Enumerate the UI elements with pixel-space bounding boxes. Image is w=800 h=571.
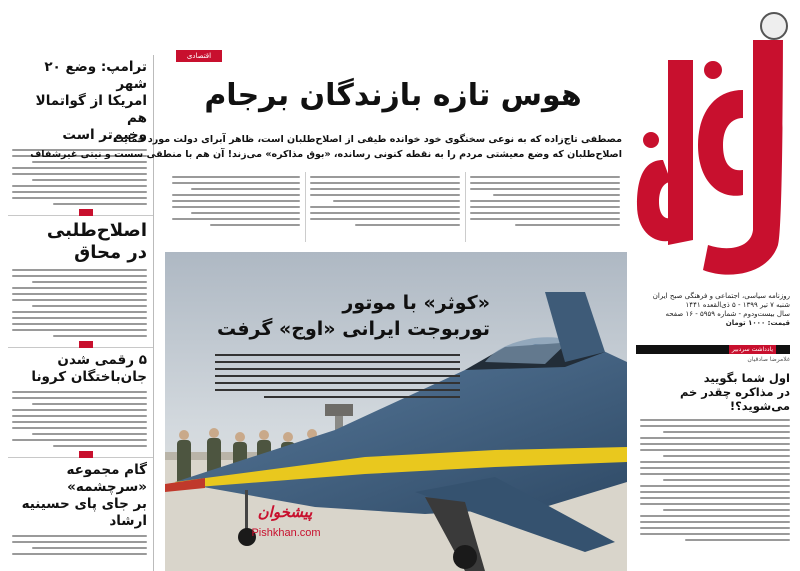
headline-line: «کوثر» با موتور (342, 292, 490, 314)
right-column-editorial[interactable] (636, 345, 790, 571)
left-story-sarcheshmeh[interactable] (8, 458, 153, 565)
masthead-logo[interactable] (633, 30, 790, 285)
editorial-byline: غلامرضا صادقیان (747, 356, 790, 363)
price: قیمت: ۱۰۰۰ تومان (725, 319, 790, 327)
masthead-info (636, 292, 790, 328)
headline-line: در مذاکره چقدر خم می‌شوید؟! (679, 385, 790, 413)
section-marker (79, 451, 93, 458)
photo-caption-text (215, 354, 460, 403)
pishkhan-watermark: پیشخوان (257, 503, 313, 521)
photo-headline[interactable] (190, 290, 490, 342)
pishkhan-url[interactable]: Pishkhan.com (251, 527, 321, 539)
left-headline (12, 220, 147, 264)
left-story-reformism[interactable] (8, 216, 153, 348)
info-line: شنبه ۷ تیر ۱۳۹۹ - ۵ ذی‌القعده ۱۴۴۱ (685, 301, 790, 309)
section-marker (79, 341, 93, 348)
body-text (12, 269, 147, 337)
headline-line: بر جای پای حسینیه ارشاد (21, 496, 147, 529)
story-column-1 (470, 176, 620, 230)
headline-line: جان‌باختگان کرونا (31, 369, 147, 385)
left-headline (12, 462, 147, 530)
editorial-headline (636, 371, 790, 413)
story-column-3 (172, 176, 300, 230)
headline-line: در محاق (74, 242, 147, 263)
headline-line: امریکا از گواتمالا هم (35, 93, 147, 126)
headline-line: ۵ رقمی شدن (57, 352, 147, 368)
headline-line: گام مجموعه «سرچشمه» (66, 462, 147, 495)
subhead-line: اصلاح‌طلبان که وضع معیشتی مردم را به نقطه کنونی رسانده، «بوق مذاکره» می‌زند! آن هم با منطقی سست و نیتی غیرشفاف (30, 149, 622, 160)
editorial-bar (636, 345, 790, 354)
column-divider (465, 172, 466, 242)
section-label: اقتصادی (176, 50, 222, 62)
section-marker (79, 209, 93, 216)
left-headline (12, 352, 147, 386)
javan-logo-icon (633, 30, 790, 285)
headline-line: ترامپ: وضع ۲۰ شهر (44, 59, 147, 92)
headline-line: وخیم‌تر است (62, 127, 147, 143)
story-column-2 (310, 176, 460, 230)
headline-line: اصلاح‌طلبی (46, 220, 147, 241)
body-text (12, 535, 147, 555)
editorial-bar-label: یادداشت سردبیر (729, 345, 776, 354)
headline-line: توربوجت ایرانی «اوج» گرفت (216, 318, 490, 340)
left-story-corona[interactable] (8, 348, 153, 458)
headline-line: اول شما بگویید (703, 371, 790, 385)
column-divider (305, 172, 306, 242)
body-text (640, 419, 790, 541)
main-headline[interactable]: هوس تازه بازندگان برجام (204, 78, 582, 113)
subhead-line: مصطفی تاج‌زاده که به نوعی سخنگوی خود خوانده طیفی از اصلاح‌طلبان است، ظاهر آبرای دولت مورد حمایت (114, 134, 622, 145)
info-line: روزنامه سیاسی، اجتماعی و فرهنگی صبح ایران (652, 292, 790, 300)
body-text (12, 391, 147, 447)
info-line: سال بیست‌ودوم - شماره ۵۹۵۹ - ۱۶ صفحه (665, 310, 790, 318)
